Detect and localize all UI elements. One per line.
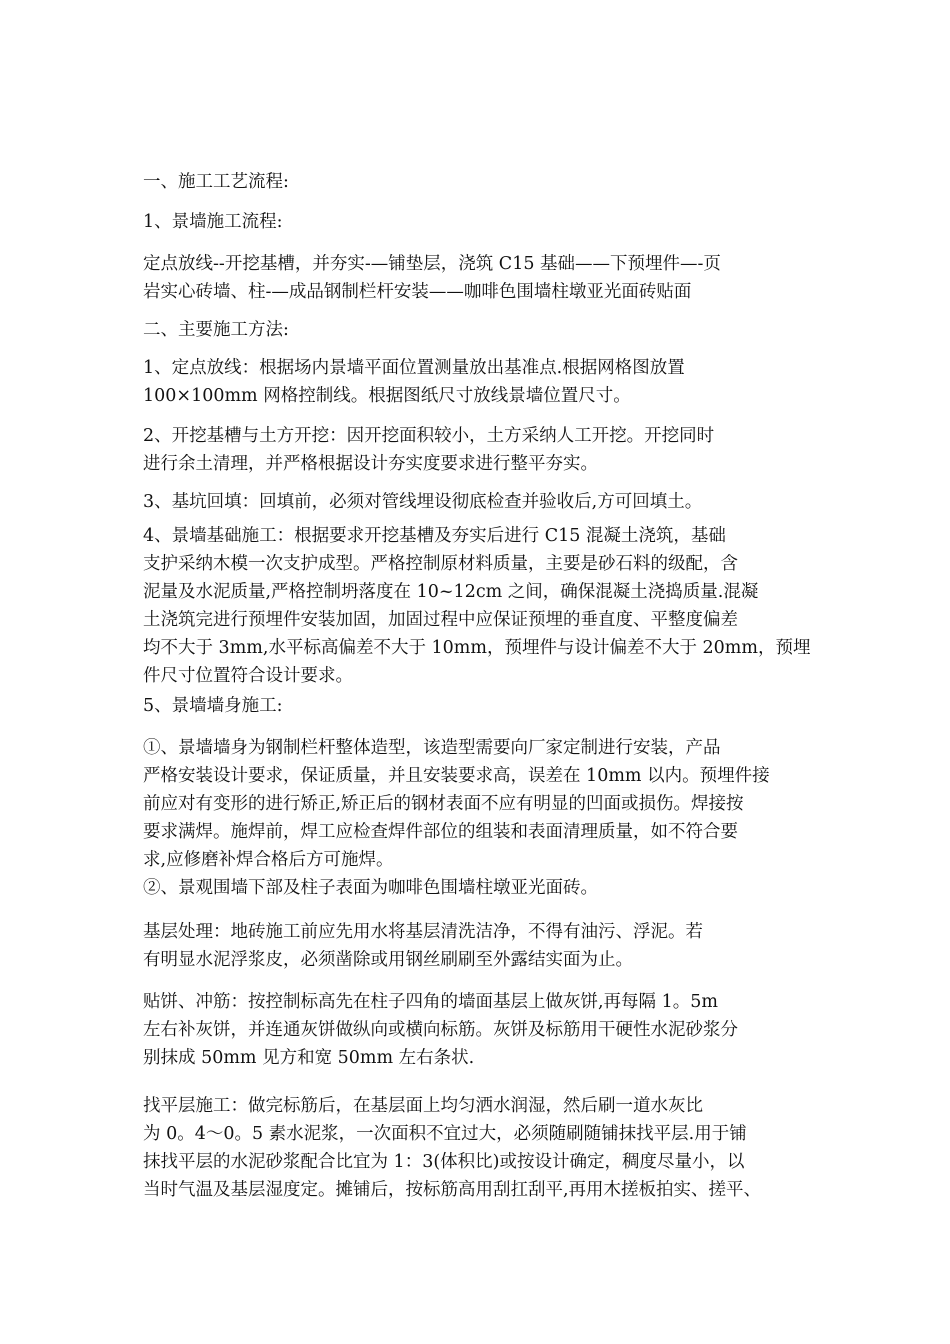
paragraph (143, 250, 823, 306)
text-line: 求,应修磨补焊合格后方可施焊。 (143, 850, 394, 870)
paragraph (143, 354, 823, 410)
text-line: 3、基坑回填：回填前，必须对管线埋设彻底检查并验收后,方可回填土。 (143, 492, 703, 512)
text-line: ②、景观围墙下部及柱子表面为咖啡色围墙柱墩亚光面砖。 (143, 878, 598, 898)
text-line: 1、定点放线：根据场内景墙平面位置测量放出基准点.根据网格图放置 (143, 358, 685, 378)
text-line: 当时气温及基层湿度定。摊铺后，按标筋高用刮扛刮平,再用木搓板拍实、搓平、 (143, 1180, 762, 1200)
paragraph (143, 988, 823, 1072)
text-line: 二、主要施工方法: (143, 320, 289, 340)
text-line: 岩实心砖墙、柱-—成品钢制栏杆安装——咖啡色围墙柱墩亚光面砖贴面 (143, 282, 692, 302)
text-line: 5、景墙墙身施工: (143, 696, 283, 716)
paragraph (143, 918, 823, 974)
text-line: 定点放线--开挖基槽，并夯实-—铺垫层，浇筑 C15 基础——下预埋件—-页 (143, 254, 721, 274)
text-line: 找平层施工：做完标筋后，在基层面上均匀洒水润湿，然后刷一道水灰比 (143, 1096, 703, 1116)
text-line: 4、景墙基础施工：根据要求开挖基槽及夯实后进行 C15 混凝土浇筑，基础 (143, 526, 726, 546)
text-line: 进行余土清理，并严格根据设计夯实度要求进行整平夯实。 (143, 454, 598, 474)
paragraph (143, 1092, 823, 1204)
paragraph (143, 874, 823, 902)
text-line: 支护采纳木模一次支护成型。严格控制原材料质量，主要是砂石料的级配，含 (143, 554, 738, 574)
text-line: 泥量及水泥质量,严格控制坍落度在 10~12cm 之间，确保混凝土浇捣质量.混凝 (143, 582, 759, 602)
text-line: 100×100mm 网格控制线。根据图纸尺寸放线景墙位置尺寸。 (143, 386, 631, 406)
text-line: 前应对有变形的进行矫正,矫正后的钢材表面不应有明显的凹面或损伤。焊接按 (143, 794, 744, 814)
text-line: 抹找平层的水泥砂浆配合比宜为 1：3(体积比)或按设计确定，稠度尽量小，以 (143, 1152, 745, 1172)
subsection-heading (143, 208, 823, 236)
text-line: 别抹成 50mm 见方和宽 50mm 左右条状. (143, 1048, 475, 1068)
text-line: 均不大于 3mm,水平标高偏差不大于 10mm，预埋件与设计偏差不大于 20mm，预埋 (143, 638, 811, 658)
paragraph (143, 692, 823, 720)
section-heading (143, 316, 823, 344)
text-line: 2、开挖基槽与土方开挖：因开挖面积较小，土方采纳人工开挖。开挖同时 (143, 426, 715, 446)
paragraph (143, 522, 823, 690)
text-line: 为 0。4～0。5 素水泥浆，一次面积不宜过大，必须随刷随铺抹找平层.用于铺 (143, 1124, 747, 1144)
text-line: 左右补灰饼，并连通灰饼做纵向或横向标筋。灰饼及标筋用干硬性水泥砂浆分 (143, 1020, 738, 1040)
paragraph (143, 734, 823, 874)
text-line: 有明显水泥浮浆皮，必须凿除或用钢丝刷刷至外露结实面为止。 (143, 950, 633, 970)
text-line: 要求满焊。施焊前，焊工应检查焊件部位的组装和表面清理质量，如不符合要 (143, 822, 738, 842)
paragraph (143, 422, 823, 478)
text-line: 1、景墙施工流程: (143, 212, 283, 232)
text-line: 严格安装设计要求，保证质量，并且安装要求高，误差在 10mm 以内。预埋件接 (143, 766, 770, 786)
paragraph (143, 488, 823, 516)
section-heading (143, 168, 823, 196)
text-line: 贴饼、冲筋：按控制标高先在柱子四角的墙面基层上做灰饼,再每隔 1。5m (143, 992, 718, 1012)
text-line: 土浇筑完进行预埋件安装加固，加固过程中应保证预埋的垂直度、平整度偏差 (143, 610, 738, 630)
text-line: ①、景墙墙身为钢制栏杆整体造型，该造型需要向厂家定制进行安装，产品 (143, 738, 721, 758)
text-line: 件尺寸位置符合设计要求。 (143, 666, 353, 686)
text-line: 一、施工工艺流程: (143, 172, 289, 192)
text-line: 基层处理：地砖施工前应先用水将基层清洗洁净，不得有油污、浮泥。若 (143, 922, 703, 942)
